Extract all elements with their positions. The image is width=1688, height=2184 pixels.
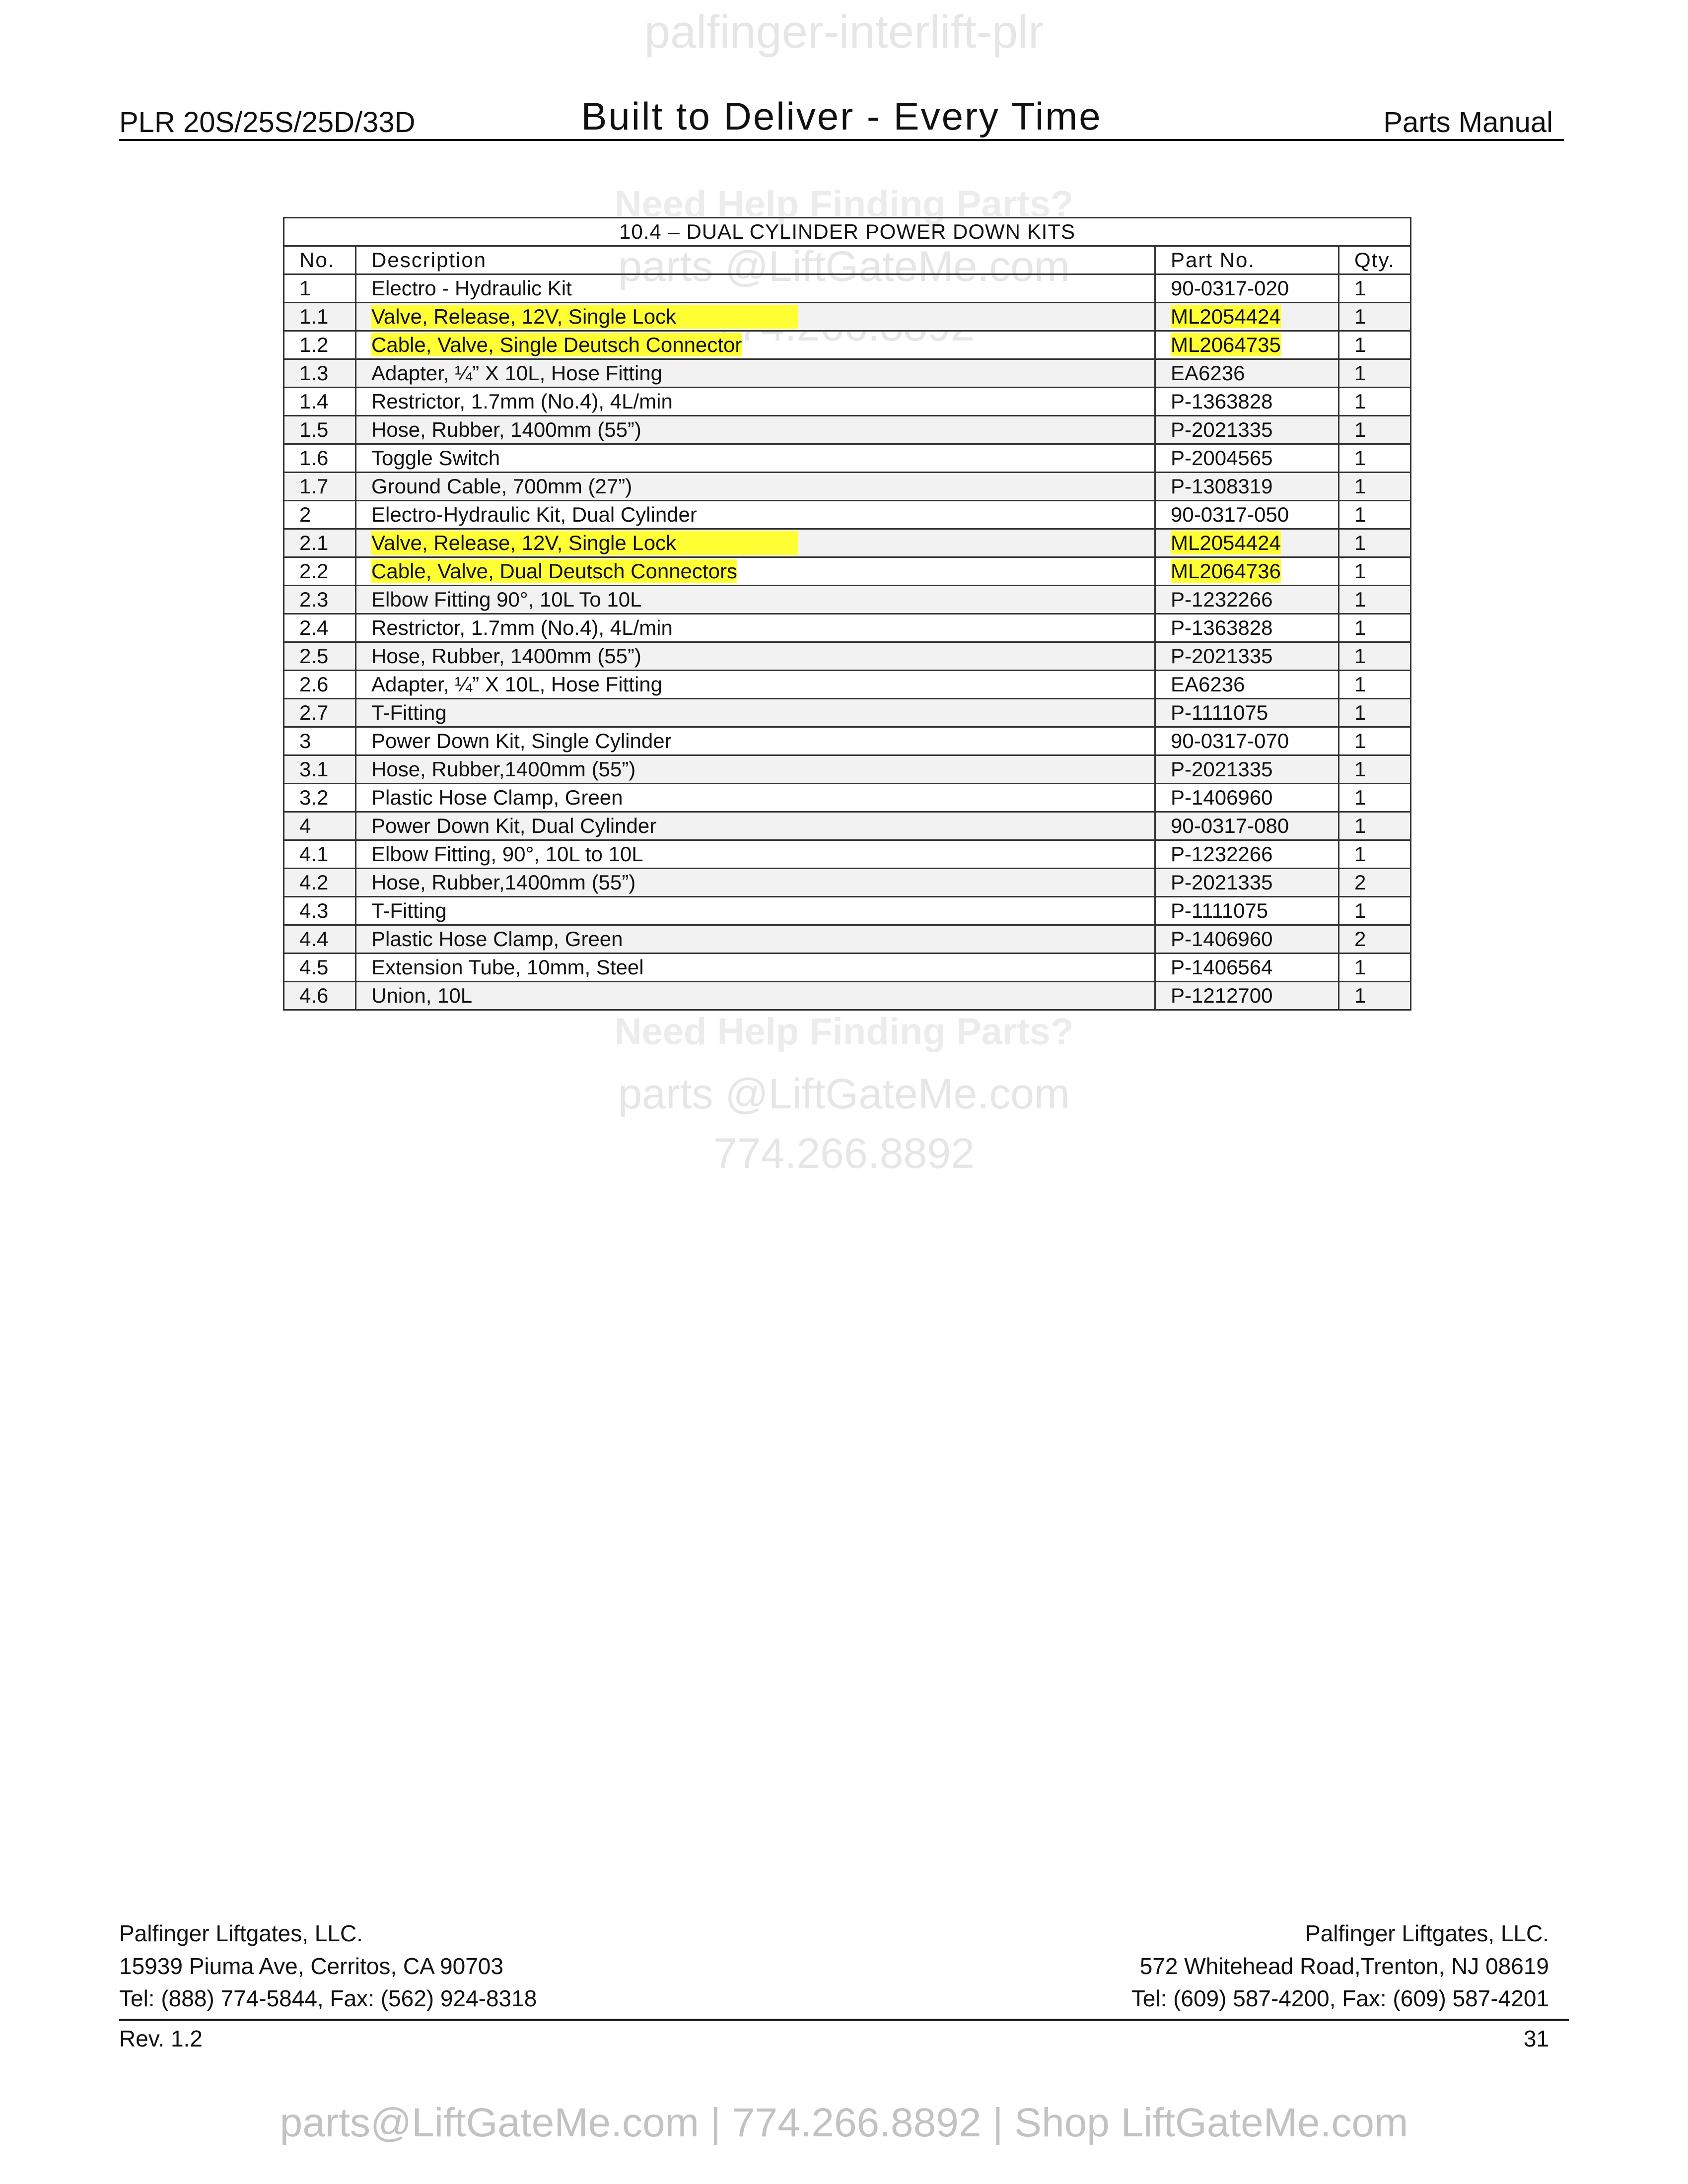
cell-description: Extension Tube, 10mm, Steel xyxy=(356,954,1155,982)
cell-part-no: EA6236 xyxy=(1155,359,1339,388)
cell-description: Ground Cable, 700mm (27”) xyxy=(356,473,1155,501)
table-row xyxy=(284,671,1411,699)
footer-right-phone: Tel: (609) 587-4200, Fax: (609) 587-4201 xyxy=(1131,1985,1549,2011)
cell-part-no xyxy=(1155,557,1339,586)
highlighted-text: Cable, Valve, Dual Deutsch Connectors xyxy=(371,559,737,583)
cell-no: 1.5 xyxy=(284,416,356,444)
table-row xyxy=(284,303,1411,331)
cell-description: Elbow Fitting, 90°, 10L to 10L xyxy=(356,840,1155,869)
cell-description: Elbow Fitting 90°, 10L To 10L xyxy=(356,586,1155,614)
cell-qty: 1 xyxy=(1339,274,1411,303)
cell-part-no: P-2021335 xyxy=(1155,869,1339,897)
cell-description: Power Down Kit, Single Cylinder xyxy=(356,727,1155,755)
highlighted-text: Valve, Release, 12V, Single Lock xyxy=(371,531,798,555)
cell-qty: 1 xyxy=(1339,671,1411,699)
table-row xyxy=(284,897,1411,925)
table-row xyxy=(284,501,1411,529)
cell-no: 1.7 xyxy=(284,473,356,501)
cell-part-no: P-2021335 xyxy=(1155,642,1339,671)
cell-no: 1.2 xyxy=(284,331,356,359)
cell-no: 3.2 xyxy=(284,784,356,812)
cell-qty: 1 xyxy=(1339,727,1411,755)
footer-left-address: 15939 Piuma Ave, Cerritos, CA 90703 xyxy=(119,1953,503,1979)
cell-description: Adapter, ¼” X 10L, Hose Fitting xyxy=(356,671,1155,699)
cell-no: 1.3 xyxy=(284,359,356,388)
table-row xyxy=(284,416,1411,444)
table-row xyxy=(284,557,1411,586)
cell-description: Electro - Hydraulic Kit xyxy=(356,274,1155,303)
cell-part-no: EA6236 xyxy=(1155,671,1339,699)
highlighted-text: ML2064735 xyxy=(1171,333,1281,356)
cell-qty: 1 xyxy=(1339,359,1411,388)
footer-right-address: 572 Whitehead Road,Trenton, NJ 08619 xyxy=(1139,1953,1549,1979)
cell-qty: 1 xyxy=(1339,755,1411,784)
column-header-description: Description xyxy=(356,246,1155,274)
page-number: 31 xyxy=(1523,2026,1549,2051)
table-row xyxy=(284,614,1411,642)
cell-description: Adapter, ¼” X 10L, Hose Fitting xyxy=(356,359,1155,388)
cell-qty: 1 xyxy=(1339,388,1411,416)
cell-no: 1.6 xyxy=(284,444,356,473)
cell-part-no xyxy=(1155,331,1339,359)
cell-no: 3.1 xyxy=(284,755,356,784)
cell-description: Plastic Hose Clamp, Green xyxy=(356,925,1155,954)
cell-description: T-Fitting xyxy=(356,897,1155,925)
cell-part-no: P-2021335 xyxy=(1155,755,1339,784)
cell-part-no: P-1406564 xyxy=(1155,954,1339,982)
cell-part-no: P-1111075 xyxy=(1155,699,1339,727)
table-row xyxy=(284,444,1411,473)
cell-qty: 1 xyxy=(1339,840,1411,869)
cell-part-no xyxy=(1155,303,1339,331)
cell-description: T-Fitting xyxy=(356,699,1155,727)
cell-description: Plastic Hose Clamp, Green xyxy=(356,784,1155,812)
cell-qty: 1 xyxy=(1339,501,1411,529)
cell-qty: 1 xyxy=(1339,614,1411,642)
footer-left-company: Palfinger Liftgates, LLC. xyxy=(119,1920,363,1946)
contact-banner: parts@LiftGateMe.com | 774.266.8892 | Shop LiftGateMe.com xyxy=(280,2100,1408,2145)
cell-description: Hose, Rubber,1400mm (55”) xyxy=(356,755,1155,784)
cell-part-no: P-2004565 xyxy=(1155,444,1339,473)
cell-qty: 1 xyxy=(1339,444,1411,473)
cell-no: 2.1 xyxy=(284,529,356,557)
column-header-qty: Qty. xyxy=(1339,246,1411,274)
watermark-help-2: Need Help Finding Parts? xyxy=(614,1011,1074,1053)
cell-qty: 1 xyxy=(1339,331,1411,359)
cell-part-no: P-1363828 xyxy=(1155,614,1339,642)
slogan: Built to Deliver - Every Time xyxy=(581,94,1102,138)
cell-no: 3 xyxy=(284,727,356,755)
footer-right-company: Palfinger Liftgates, LLC. xyxy=(1305,1920,1549,1946)
watermark-top: palfinger-interlift-plr xyxy=(644,5,1044,58)
table-row xyxy=(284,331,1411,359)
cell-qty: 1 xyxy=(1339,699,1411,727)
cell-no: 4.6 xyxy=(284,982,356,1010)
table-row xyxy=(284,784,1411,812)
cell-description xyxy=(356,529,1155,557)
parts-table xyxy=(283,217,1411,1011)
cell-qty: 1 xyxy=(1339,982,1411,1010)
table-row xyxy=(284,755,1411,784)
cell-part-no: P-1363828 xyxy=(1155,388,1339,416)
cell-no: 2.6 xyxy=(284,671,356,699)
cell-description: Union, 10L xyxy=(356,982,1155,1010)
cell-part-no: 90-0317-080 xyxy=(1155,812,1339,840)
table-title: 10.4 – DUAL CYLINDER POWER DOWN KITS xyxy=(284,218,1411,246)
footer-divider xyxy=(119,2019,1569,2021)
cell-description: Hose, Rubber, 1400mm (55”) xyxy=(356,642,1155,671)
watermark-email-1: parts @LiftGateMe.com xyxy=(618,243,1070,290)
table-row xyxy=(284,473,1411,501)
cell-qty: 1 xyxy=(1339,954,1411,982)
cell-no: 1.4 xyxy=(284,388,356,416)
cell-description: Restrictor, 1.7mm (No.4), 4L/min xyxy=(356,388,1155,416)
cell-no: 4.4 xyxy=(284,925,356,954)
cell-part-no xyxy=(1155,529,1339,557)
cell-part-no: 90-0317-050 xyxy=(1155,501,1339,529)
cell-description: Toggle Switch xyxy=(356,444,1155,473)
table-body xyxy=(284,274,1411,1010)
cell-description: Hose, Rubber, 1400mm (55”) xyxy=(356,416,1155,444)
table-row xyxy=(284,954,1411,982)
cell-description xyxy=(356,557,1155,586)
cell-description: Power Down Kit, Dual Cylinder xyxy=(356,812,1155,840)
manual-label: Parts Manual xyxy=(1383,106,1553,138)
cell-part-no: 90-0317-070 xyxy=(1155,727,1339,755)
table-row xyxy=(284,359,1411,388)
table-row xyxy=(284,529,1411,557)
cell-description: Electro-Hydraulic Kit, Dual Cylinder xyxy=(356,501,1155,529)
cell-qty: 2 xyxy=(1339,925,1411,954)
cell-part-no: P-1232266 xyxy=(1155,586,1339,614)
table-row xyxy=(284,869,1411,897)
cell-qty: 1 xyxy=(1339,897,1411,925)
model-label: PLR 20S/25S/25D/33D xyxy=(119,106,416,138)
cell-qty: 1 xyxy=(1339,812,1411,840)
table-row xyxy=(284,388,1411,416)
cell-description: Hose, Rubber,1400mm (55”) xyxy=(356,869,1155,897)
watermark-email-2: parts @LiftGateMe.com xyxy=(618,1070,1070,1118)
cell-no: 1.1 xyxy=(284,303,356,331)
cell-part-no: P-1111075 xyxy=(1155,897,1339,925)
cell-qty: 1 xyxy=(1339,784,1411,812)
table-row xyxy=(284,586,1411,614)
watermark-phone-2: 774.266.8892 xyxy=(713,1130,975,1177)
cell-part-no: P-1406960 xyxy=(1155,925,1339,954)
highlighted-text: ML2054424 xyxy=(1171,305,1281,328)
table-row xyxy=(284,840,1411,869)
cell-no: 2 xyxy=(284,501,356,529)
cell-qty: 1 xyxy=(1339,416,1411,444)
cell-description: Restrictor, 1.7mm (No.4), 4L/min xyxy=(356,614,1155,642)
table-row xyxy=(284,274,1411,303)
cell-description xyxy=(356,303,1155,331)
cell-part-no: 90-0317-020 xyxy=(1155,274,1339,303)
cell-part-no: P-2021335 xyxy=(1155,416,1339,444)
cell-no: 2.2 xyxy=(284,557,356,586)
watermark-help-1: Need Help Finding Parts? xyxy=(614,183,1074,225)
table-row xyxy=(284,642,1411,671)
highlighted-text: ML2064736 xyxy=(1171,559,1281,583)
cell-no: 4.5 xyxy=(284,954,356,982)
table-row xyxy=(284,699,1411,727)
cell-qty: 1 xyxy=(1339,529,1411,557)
cell-no: 4 xyxy=(284,812,356,840)
cell-qty: 1 xyxy=(1339,473,1411,501)
cell-qty: 1 xyxy=(1339,557,1411,586)
table-row xyxy=(284,812,1411,840)
cell-no: 2.3 xyxy=(284,586,356,614)
table-row xyxy=(284,727,1411,755)
cell-no: 4.1 xyxy=(284,840,356,869)
cell-part-no: P-1232266 xyxy=(1155,840,1339,869)
cell-no: 2.5 xyxy=(284,642,356,671)
cell-no: 2.7 xyxy=(284,699,356,727)
table-row xyxy=(284,982,1411,1010)
cell-no: 2.4 xyxy=(284,614,356,642)
cell-qty: 1 xyxy=(1339,303,1411,331)
cell-qty: 1 xyxy=(1339,586,1411,614)
page-header xyxy=(119,94,1564,141)
cell-no: 4.3 xyxy=(284,897,356,925)
footer-left-phone: Tel: (888) 774-5844, Fax: (562) 924-8318 xyxy=(119,1985,537,2011)
cell-no: 4.2 xyxy=(284,869,356,897)
cell-description xyxy=(356,331,1155,359)
cell-qty: 2 xyxy=(1339,869,1411,897)
column-header-no: No. xyxy=(284,246,356,274)
cell-qty: 1 xyxy=(1339,642,1411,671)
cell-part-no: P-1406960 xyxy=(1155,784,1339,812)
highlighted-text: Cable, Valve, Single Deutsch Connector xyxy=(371,333,742,356)
column-header-part-no: Part No. xyxy=(1155,246,1339,274)
cell-part-no: P-1212700 xyxy=(1155,982,1339,1010)
cell-part-no: P-1308319 xyxy=(1155,473,1339,501)
table-row xyxy=(284,925,1411,954)
revision-label: Rev. 1.2 xyxy=(119,2026,203,2051)
highlighted-text: Valve, Release, 12V, Single Lock xyxy=(371,305,798,329)
highlighted-text: ML2054424 xyxy=(1171,531,1281,554)
cell-no: 1 xyxy=(284,274,356,303)
